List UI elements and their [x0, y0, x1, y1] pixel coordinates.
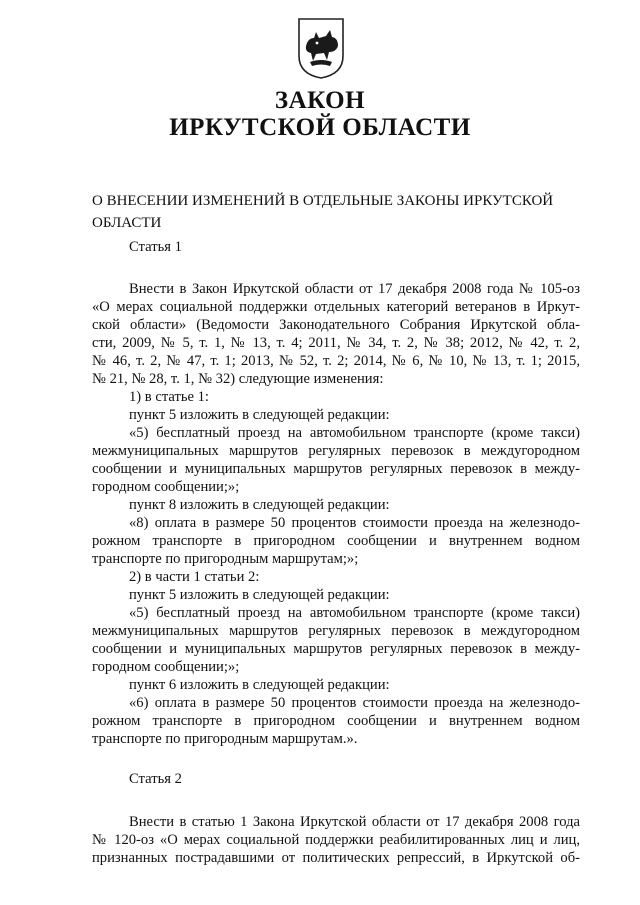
- paragraph-line: «5) бесплатный проезд на автомобильном транспорте (кроме такси): [129, 425, 580, 441]
- law-region-title: ИРКУТСКОЙ ОБЛАСТИ: [169, 114, 471, 141]
- list-item: пункт 6 изложить в следующей редакции:: [129, 677, 390, 693]
- paragraph-line: межмуниципальных маршрутов регулярных перевозок в междугородном: [92, 443, 580, 459]
- paragraph-line: признанных пострадавшими от политических репрессий, в Иркутской об-: [92, 850, 580, 866]
- paragraph-line: № 120-оз «О мерах социальной поддержки реабилитированных лиц и лиц,: [92, 832, 580, 848]
- law-title: ЗАКОН: [274, 87, 366, 114]
- paragraph-line: городном сообщении;»;: [92, 479, 240, 495]
- paragraph-line: рожном транспорте в пригородном сообщении и внутреннем водном: [92, 713, 580, 729]
- paragraph-line: рожном транспорте в пригородном сообщении и внутреннем водном: [92, 533, 580, 549]
- list-item: 2) в части 1 статьи 2:: [129, 569, 260, 585]
- list-item: пункт 5 изложить в следующей редакции:: [129, 587, 390, 603]
- paragraph-line: городном сообщении;»;: [92, 659, 240, 675]
- paragraph-line: «6) оплата в размере 50 процентов стоимости проезда на железнодо-: [129, 695, 580, 711]
- paragraph-line: транспорте по пригородным маршрутам.».: [92, 731, 358, 747]
- paragraph-line: ской области» (Ведомости Законодательного Собрания Иркутской обла-: [92, 317, 580, 333]
- law-subject: О ВНЕСЕНИИ ИЗМЕНЕНИЙ В ОТДЕЛЬНЫЕ ЗАКОНЫ ИРКУТСКОЙ ОБЛАСТИ: [92, 193, 554, 231]
- paragraph-line: сообщении и муниципальных маршрутов регулярных перевозок в между-: [92, 641, 580, 657]
- paragraph-line: Внести в статью 1 Закона Иркутской области от 17 декабря 2008 года: [129, 814, 580, 830]
- article-heading: Статья 2: [129, 771, 182, 787]
- paragraph-line: «О мерах социальной поддержки отдельных категорий ветеранов в Иркут-: [92, 299, 580, 315]
- list-item: пункт 5 изложить в следующей редакции:: [129, 407, 390, 423]
- article-heading: Статья 1: [129, 239, 182, 255]
- paragraph-line: сти, 2009, № 5, т. 1, № 13, т. 4; 2011, № 34, т. 2, № 38; 2012, № 42, т. 2,: [92, 335, 580, 351]
- paragraph-line: № 21, № 28, т. 1, № 32) следующие изменения:: [92, 371, 384, 387]
- paragraph-line: Внести в Закон Иркутской области от 17 декабря 2008 года № 105-оз: [129, 281, 580, 297]
- list-item: пункт 8 изложить в следующей редакции:: [129, 497, 390, 513]
- paragraph-line: «8) оплата в размере 50 процентов стоимости проезда на железнодо-: [129, 515, 580, 531]
- paragraph-line: межмуниципальных маршрутов регулярных перевозок в междугородном: [92, 623, 580, 639]
- coat-of-arms-icon: [296, 16, 346, 80]
- paragraph-line: сообщении и муниципальных маршрутов регулярных перевозок в между-: [92, 461, 580, 477]
- list-item: 1) в статье 1:: [129, 389, 209, 405]
- paragraph-line: транспорте по пригородным маршрутам;»;: [92, 551, 359, 567]
- paragraph-line: «5) бесплатный проезд на автомобильном транспорте (кроме такси): [129, 605, 580, 621]
- paragraph-line: № 46, т. 2, № 47, т. 1; 2013, № 52, т. 2; 2014, № 6, № 10, № 13, т. 1; 2015,: [92, 353, 580, 369]
